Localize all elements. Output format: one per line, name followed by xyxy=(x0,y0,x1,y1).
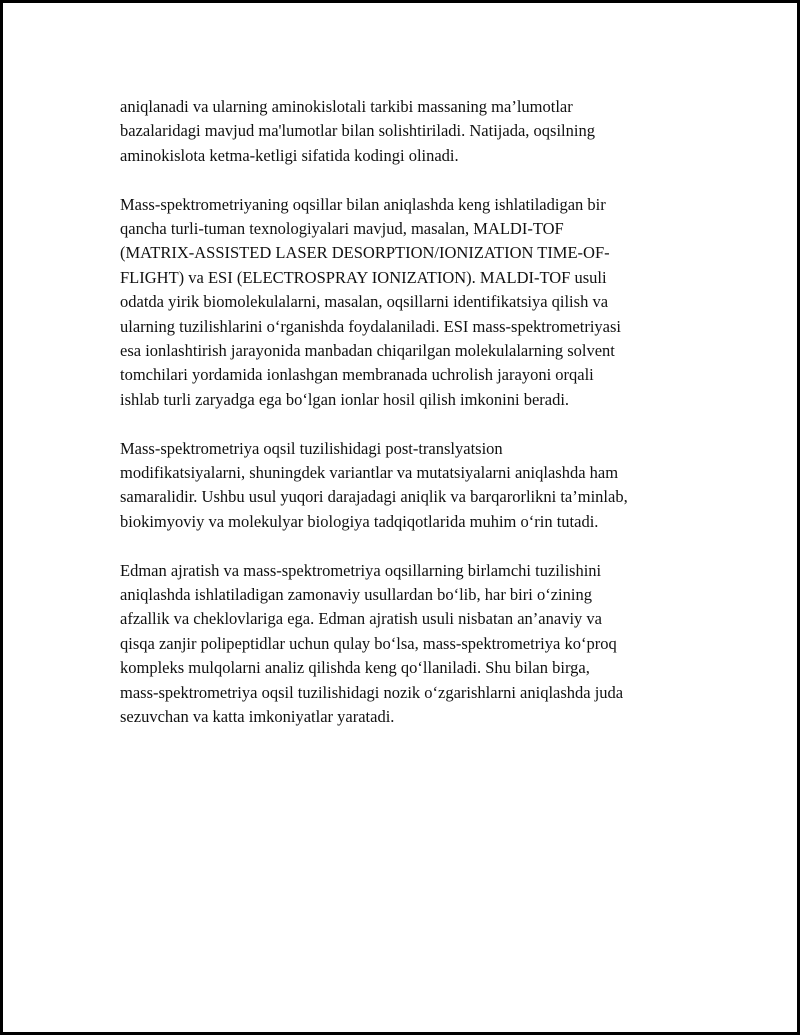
paragraph-2 xyxy=(120,193,710,413)
text-line: aniqlanadi va ularning aminokislotali tarkibi massaning ma’lumotlar xyxy=(120,97,573,116)
text-line: esa ionlashtirish jarayonida manbadan chiqarilgan molekulalarning solvent xyxy=(120,341,615,361)
text-line: samaralidir. Ushbu usul yuqori darajadagi aniqlik va barqarorlikni ta’minlab, xyxy=(120,487,628,507)
text-line: qancha turli-tuman texnologiyalari mavjud, masalan, MALDI-TOF xyxy=(120,219,564,239)
text-line: ishlab turli zaryadga ega bo‘lgan ionlar hosil qilish imkonini beradi. xyxy=(120,389,570,409)
text-line: (MATRIX-ASSISTED LASER DESORPTION/IONIZATION TIME-OF- xyxy=(120,243,610,263)
document-body xyxy=(120,95,710,754)
text-line: aniqlashda ishlatiladigan zamonaviy usullardan bo‘lib, har biri o‘zining xyxy=(120,585,592,605)
text-line: afzallik va cheklovlariga ega. Edman ajratish usuli nisbatan an’anaviy va xyxy=(120,609,602,629)
paragraph-1 xyxy=(120,95,710,168)
text-line: ularning tuzilishlarini o‘rganishda foydalaniladi. ESI mass-spektrometriyasi xyxy=(120,316,622,336)
text-line: qisqa zanjir polipeptidlar uchun qulay bo‘lsa, mass-spektrometriya ko‘proq xyxy=(120,633,617,653)
text-line: Mass-spektrometriya oqsil tuzilishidagi post-translyatsion xyxy=(120,438,503,458)
text-line: Mass-spektrometriyaning oqsillar bilan aniqlashda keng ishlatiladigan bir xyxy=(120,194,606,214)
text-line: aminokislota ketma-ketligi sifatida kodingi olinadi. xyxy=(120,145,459,165)
text-line: odatda yirik biomolekulalarni, masalan, oqsillarni identifikatsiya qilish va xyxy=(120,292,609,312)
text-line: kompleks mulqolarni analiz qilishda keng qo‘llaniladi. Shu bilan birga, xyxy=(120,658,590,678)
text-line: modifikatsiyalarni, shuningdek variantlar va mutatsiyalarni aniqlashda ham xyxy=(120,463,619,483)
text-line: bazalaridagi mavjud ma'lumotlar bilan solishtiriladi. Natijada, oqsilning xyxy=(120,121,595,141)
text-line: sezuvchan va katta imkoniyatlar yaratadi. xyxy=(120,707,395,727)
text-line: Edman ajratish va mass-spektrometriya oqsillarning birlamchi tuzilishini xyxy=(120,560,602,580)
text-line: tomchilari yordamida ionlashgan membranada uchrolish jarayoni orqali xyxy=(120,365,594,385)
text-line: FLIGHT) va ESI (ELECTROSPRAY IONIZATION). MALDI-TOF usuli xyxy=(120,267,607,287)
paragraph-4 xyxy=(120,559,710,730)
text-line: biokimyoviy va molekulyar biologiya tadqiqotlarida muhim o‘rin tutadi. xyxy=(120,511,599,531)
paragraph-3 xyxy=(120,437,710,535)
text-line: mass-spektrometriya oqsil tuzilishidagi nozik o‘zgarishlarni aniqlashda juda xyxy=(120,682,624,702)
